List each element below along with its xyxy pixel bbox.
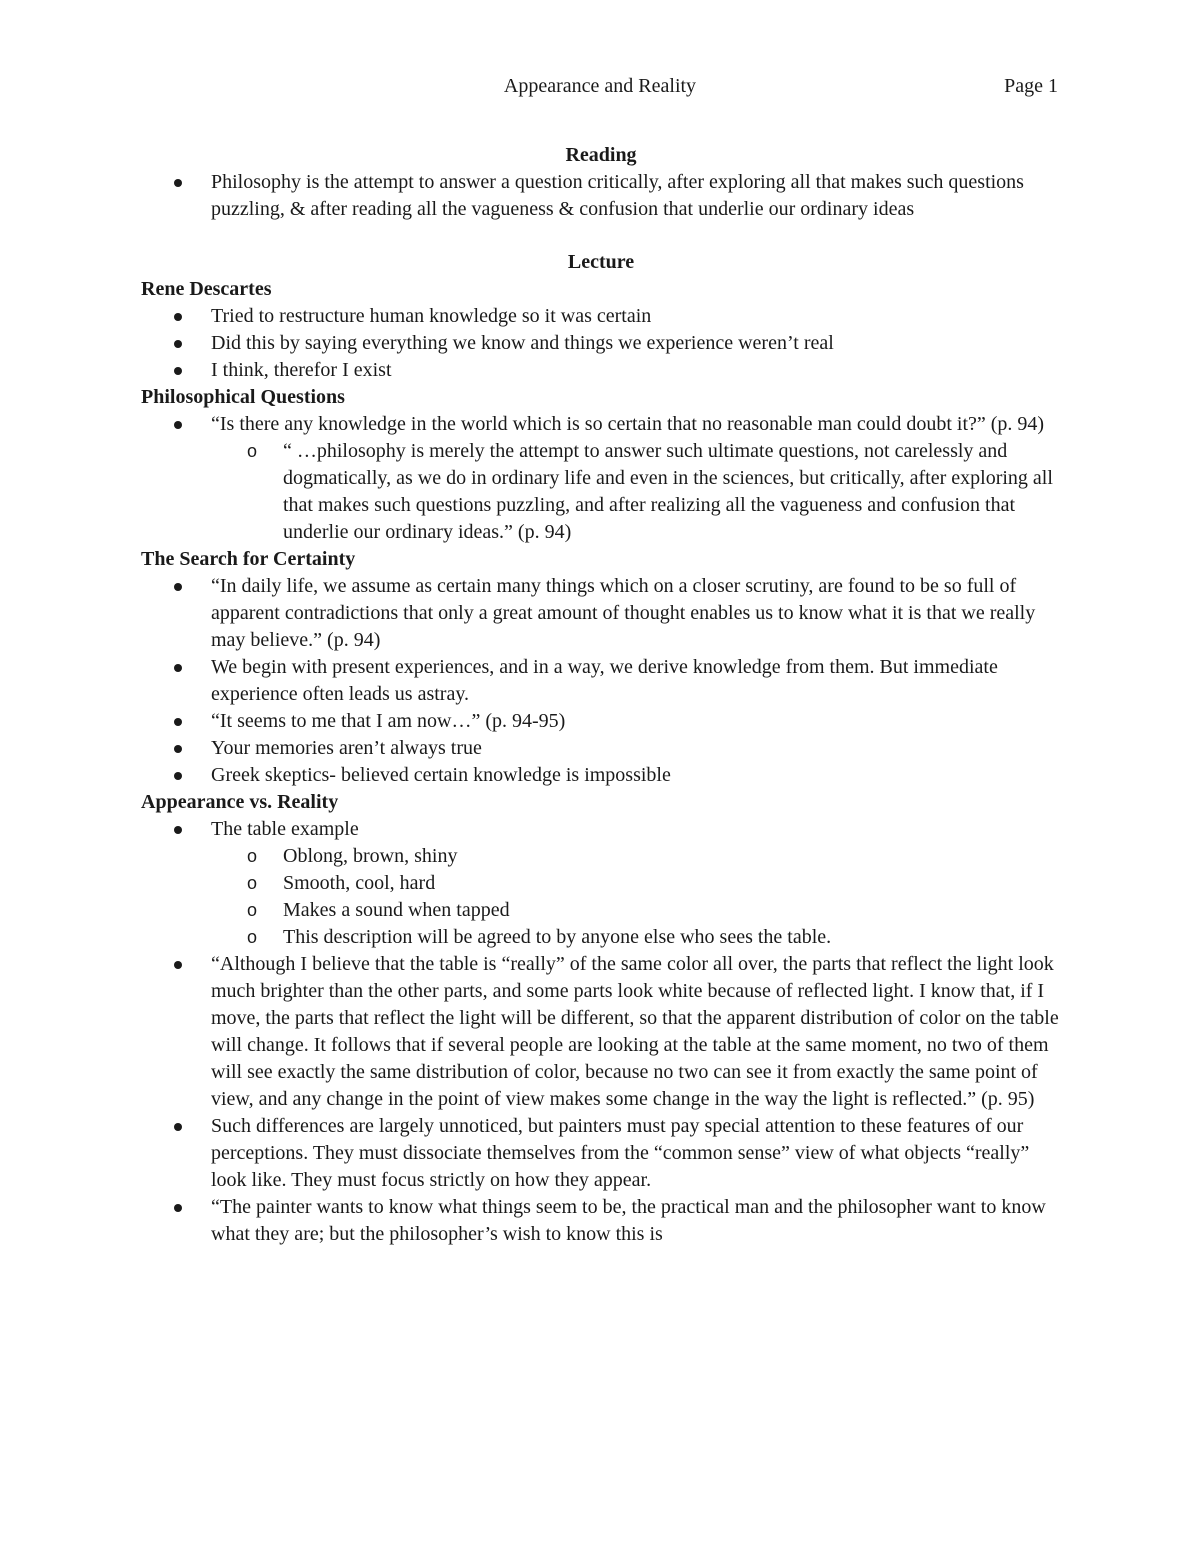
sub-list-item-text: This description will be agreed to by anyone else who sees the table. xyxy=(283,926,832,948)
lecture-heading: Lecture xyxy=(567,251,635,273)
sub-list-item xyxy=(247,438,1061,546)
list-item xyxy=(211,1194,1061,1248)
section-list xyxy=(141,573,1061,789)
bullet-icon xyxy=(174,664,182,672)
list-item-text: I think, therefor I exist xyxy=(211,359,392,381)
list-item-text: Tried to restructure human knowledge so it was certain xyxy=(211,305,652,327)
section-heading-rene-descartes: Rene Descartes xyxy=(141,278,272,300)
reading-heading: Reading xyxy=(565,144,637,166)
list-item xyxy=(211,654,1061,708)
list-item xyxy=(211,708,1061,735)
document-body xyxy=(141,142,1061,1248)
header-title: Appearance and Reality xyxy=(503,75,697,97)
list-item-text: The table example xyxy=(211,818,359,840)
list-item-text: Your memories aren’t always true xyxy=(211,737,482,759)
bullet-icon xyxy=(174,340,182,348)
sub-list-item xyxy=(247,897,1061,924)
list-item xyxy=(211,169,1061,223)
list-item xyxy=(211,816,1061,951)
sub-list-item xyxy=(247,843,1061,870)
sub-list-item-text: “ …philosophy is merely the attempt to answer such ultimate questions, not carelessly and dogmatically, as we do in ordinary life and even in the sciences, but critically, after exploring all that makes such questions puzzling, and after realizing all the vagueness and confusion that underlie our ordinary ideas.” (p. 94) xyxy=(283,440,1053,543)
sub-list xyxy=(211,843,1061,951)
reading-list xyxy=(141,169,1061,223)
bullet-icon xyxy=(174,179,182,187)
section-list xyxy=(141,816,1061,1248)
bullet-icon xyxy=(174,367,182,375)
list-item xyxy=(211,411,1061,546)
section-heading-philosophical-questions: Philosophical Questions xyxy=(141,386,345,408)
bullet-icon xyxy=(174,1204,182,1212)
sub-list-item-text: Smooth, cool, hard xyxy=(283,872,436,894)
bullet-icon xyxy=(174,718,182,726)
list-item-text: Did this by saying everything we know and things we experience weren’t real xyxy=(211,332,834,354)
bullet-icon xyxy=(174,826,182,834)
bullet-icon xyxy=(174,1123,182,1131)
list-item-text: “The painter wants to know what things seem to be, the practical man and the philosopher want to know what they are; but the philosopher’s wish to know this is xyxy=(211,1196,1046,1245)
bullet-icon xyxy=(174,313,182,321)
sub-list-item-text: Oblong, brown, shiny xyxy=(283,845,458,867)
sub-list-item xyxy=(247,870,1061,897)
list-item-text: We begin with present experiences, and in a way, we derive knowledge from them. But immediate experience often leads us astray. xyxy=(211,656,998,705)
list-item-text: “Is there any knowledge in the world which is so certain that no reasonable man could doubt it?” (p. 94) xyxy=(211,413,1045,435)
list-item-text: Greek skeptics- believed certain knowledge is impossible xyxy=(211,764,671,786)
circle-bullet-icon: o xyxy=(247,441,258,461)
list-item xyxy=(211,735,1061,762)
section-heading-appearance-vs-reality: Appearance vs. Reality xyxy=(141,791,339,813)
list-item xyxy=(211,573,1061,654)
list-item-text: “Although I believe that the table is “really” of the same color all over, the parts that reflect the light look much brighter than the other parts, and some parts look white because of reflected light. I know that, if I move, the parts that reflect the light will be different, so that the apparent distribution of color on the table will change. It follows that if several people are looking at the table at the same moment, no two of them will see exactly the same distribution of color, because no two can see it from exactly the same point of view, and any change in the point of view makes some change in the way the light is reflected.” (p. 95) xyxy=(211,953,1059,1110)
bullet-icon xyxy=(174,772,182,780)
section-heading-search-for-certainty: The Search for Certainty xyxy=(141,548,356,570)
section-list xyxy=(141,303,1061,384)
list-item-text: Philosophy is the attempt to answer a question critically, after exploring all that makes such questions puzzling, & after reading all the vagueness & confusion that underlie our ordinary ideas xyxy=(211,171,1024,220)
section-list xyxy=(141,411,1061,546)
list-item-text: “It seems to me that I am now…” (p. 94-95) xyxy=(211,710,566,732)
list-item-text: Such differences are largely unnoticed, but painters must pay special attention to these features of our perceptions. They must dissociate themselves from the “common sense” view of what objects “really” look like. They must focus strictly on how they appear. xyxy=(211,1115,1030,1191)
circle-bullet-icon: o xyxy=(247,900,258,920)
bullet-icon xyxy=(174,421,182,429)
circle-bullet-icon: o xyxy=(247,846,258,866)
page-header xyxy=(0,73,1200,101)
bullet-icon xyxy=(174,583,182,591)
circle-bullet-icon: o xyxy=(247,873,258,893)
bullet-icon xyxy=(174,745,182,753)
header-page-number: Page 1 xyxy=(1004,75,1058,97)
sub-list xyxy=(211,438,1061,546)
circle-bullet-icon: o xyxy=(247,927,258,947)
list-item xyxy=(211,303,1061,330)
list-item xyxy=(211,1113,1061,1194)
sub-list-item xyxy=(247,924,1061,951)
list-item xyxy=(211,330,1061,357)
list-item-text: “In daily life, we assume as certain many things which on a closer scrutiny, are found to be so full of apparent contradictions that only a great amount of thought enables us to know what it is that we really may believe.” (p. 94) xyxy=(211,575,1036,651)
list-item xyxy=(211,357,1061,384)
bullet-icon xyxy=(174,961,182,969)
list-item xyxy=(211,951,1061,1113)
sub-list-item-text: Makes a sound when tapped xyxy=(283,899,510,921)
list-item xyxy=(211,762,1061,789)
